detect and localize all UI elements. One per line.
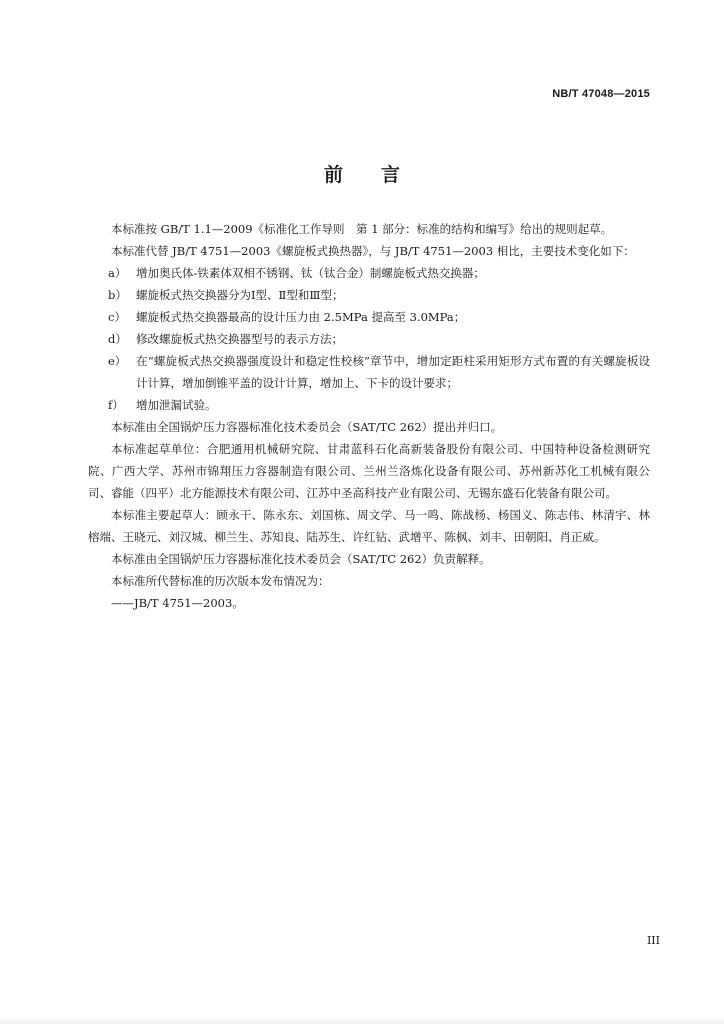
foreword-body [88, 218, 650, 614]
scan-edge [0, 1018, 724, 1024]
paragraph-drafters: 本标准主要起草人：顾永干、陈永东、刘国栋、周文学、马一鸣、陈战杨、杨国义、陈志伟、林清宇、林榕端、王晓元、刘汉城、柳兰生、苏知良、陆苏生、许红钻、武增平、陈枫、刘丰、田朝阳、肖正威。 [88, 508, 650, 544]
page-title: 前言 [323, 164, 438, 186]
change-item [88, 284, 650, 306]
change-item-label: a） [108, 266, 127, 280]
change-item [88, 262, 650, 284]
paragraph-drafting-units: 本标准起草单位：合肥通用机械研究院、甘肃蓝科石化高新装备股份有限公司、中国特种设备检测研究院、广西大学、苏州市锦翔压力容器制造有限公司、兰州兰洛炼化设备有限公司、苏州新苏化工机械有限公司、睿能（四平）北方能源技术有限公司、江苏中圣高科技产业有限公司、无锡东盛石化装备有限公司。 [88, 442, 650, 500]
change-item-text: 修改螺旋板式热交换器型号的表示方法； [136, 332, 343, 346]
change-item [88, 394, 650, 416]
change-item [88, 306, 650, 328]
change-item-label: c） [108, 310, 126, 324]
change-item [88, 350, 650, 394]
change-item-label: d） [108, 332, 127, 346]
change-item [88, 328, 650, 350]
page-number: III [646, 934, 660, 947]
standard-code: NB/T 47048—2015 [552, 88, 650, 100]
paragraph-history-intro: 本标准所代替标准的历次版本发布情况为： [111, 574, 330, 588]
change-item-text: 螺旋板式热交换器分为Ⅰ型、Ⅱ型和Ⅲ型； [136, 288, 344, 302]
history-item: ——JB/T 4751—2003。 [111, 596, 244, 610]
change-item-text: 增加奥氏体-铁素体双相不锈钢、钛（钛合金）制螺旋板式热交换器； [136, 266, 485, 280]
paragraph-replacement: 本标准代替 JB/T 4751—2003《螺旋板式换热器》，与 JB/T 4751—2003 相比，主要技术变化如下： [111, 244, 635, 258]
change-item-text: 螺旋板式热交换器最高的设计压力由 2.5MPa 提高至 3.0MPa； [136, 310, 466, 324]
change-item-text: 在“螺旋板式热交换器强度设计和稳定性校核”章节中，增加定距柱采用矩形方式布置的有关螺旋板设计计算，增加倒锥平盖的设计计算，增加上、下卡的设计要求； [136, 354, 650, 390]
change-item-label: f） [108, 398, 124, 412]
change-item-text: 增加泄漏试验。 [136, 398, 217, 412]
paragraph-proposer: 本标准由全国锅炉压力容器标准化技术委员会（SAT/TC 262）提出并归口。 [111, 420, 503, 434]
paragraph-interpretation: 本标准由全国锅炉压力容器标准化技术委员会（SAT/TC 262）负责解释。 [111, 552, 491, 566]
paragraph-drafting-rules: 本标准按 GB/T 1.1—2009《标准化工作导则 第 1 部分：标准的结构和编写》给出的规则起草。 [111, 222, 613, 236]
change-item-label: b） [108, 288, 127, 302]
change-item-label: e） [108, 354, 127, 368]
